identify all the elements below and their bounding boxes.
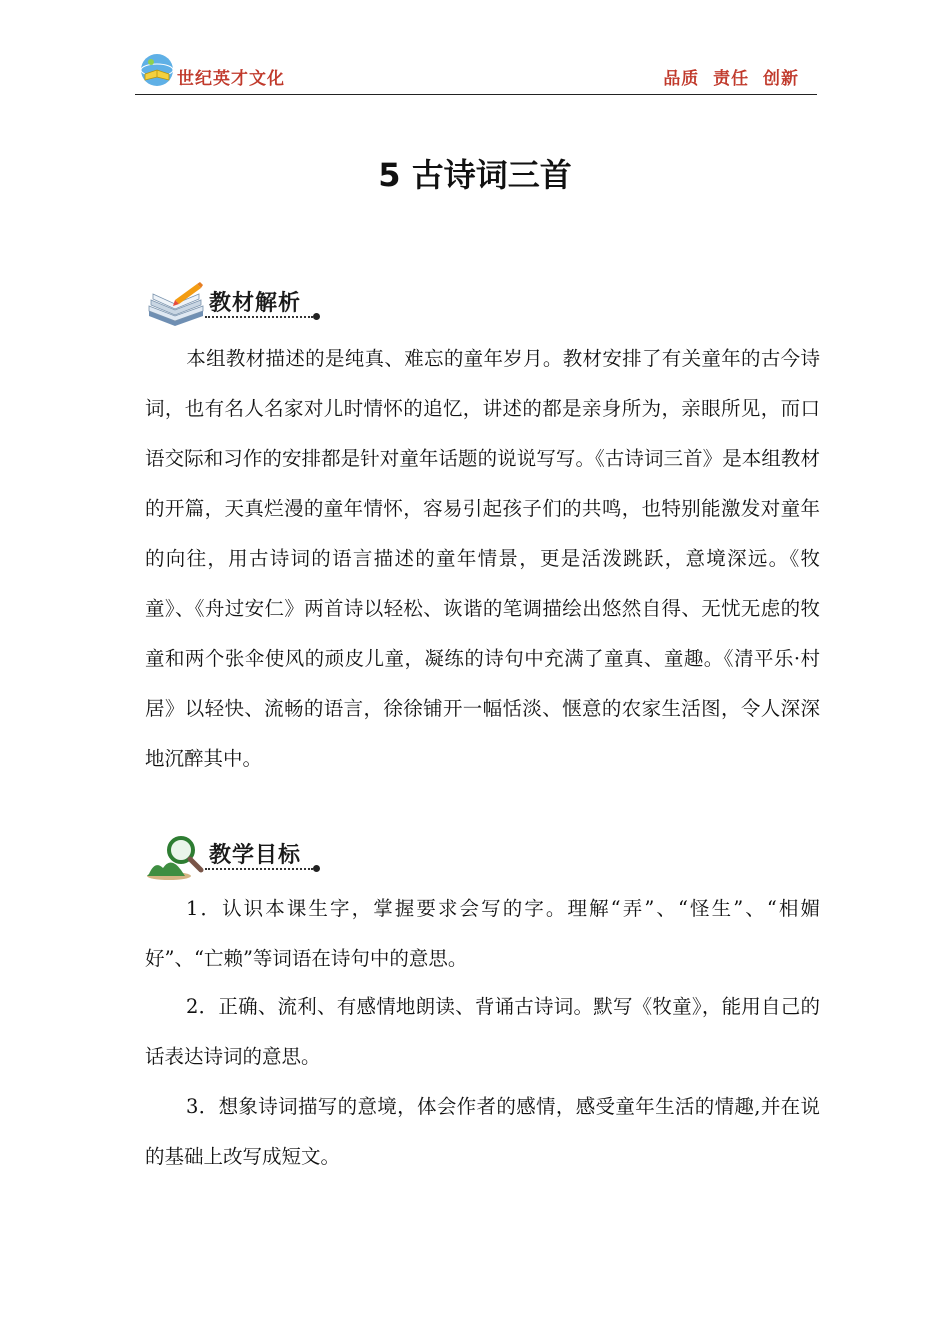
analysis-paragraph: 本组教材描述的是纯真、难忘的童年岁月。教材安排了有关童年的古今诗词，也有名人名家对儿时情怀的追忆，讲述的都是亲身所为，亲眼所见，而口语交际和习作的安排都是针对童年话题的说说写写。《古诗词三首》是本组教材的开篇，天真烂漫的童年情怀，容易引起孩子们的共鸣，也特别能激发对童年的向往，用古诗词的语言描述的童年情景，更是活泼跳跃，意境深远。《牧童》、《舟过安仁》两首诗以轻松、诙谐的笔调描绘出悠然自得、无忧无虑的牧童和两个张伞使风的顽皮儿童，凝练的诗句中充满了童真、童趣。《清平乐·村居》以轻快、流畅的语言，徐徐铺开一幅恬淡、惬意的农家生活图，令人深深地沉醉其中。 <box>145 347 820 770</box>
globe-book-logo-icon <box>139 52 175 88</box>
heading-rule-end-dot <box>313 313 320 320</box>
magnifier-icon <box>145 832 207 882</box>
section-heading-analysis <box>145 280 335 332</box>
goal-item-3: 3．想象诗词描写的意境，体会作者的感情，感受童年生活的情趣,并在说的基础上改写成短文。 <box>145 1095 820 1168</box>
header-slogan: 品质 责任 创新 <box>663 69 799 89</box>
section-heading-label: 教学目标 <box>209 843 302 868</box>
heading-dotted-rule <box>205 868 313 870</box>
brand-name: 世纪英才文化 <box>177 69 285 89</box>
goal-item-2: 2．正确、流利、有感情地朗读、背诵古诗词。默写《牧童》，能用自己的话表达诗词的意思。 <box>145 995 820 1068</box>
heading-rule-end-dot <box>313 865 320 872</box>
goal-item-1: 1．认识本课生字，掌握要求会写的字。理解“弄”、“怪生”、“相媚好”、“亡赖”等词语在诗句中的意思。 <box>145 897 820 970</box>
lesson-title: 5 古诗词三首 <box>378 156 572 194</box>
heading-dotted-rule <box>205 316 313 318</box>
book-pencil-icon <box>145 280 207 330</box>
section-heading-goals <box>145 832 335 884</box>
section-heading-label: 教材解析 <box>209 291 302 316</box>
page-header <box>135 48 817 95</box>
